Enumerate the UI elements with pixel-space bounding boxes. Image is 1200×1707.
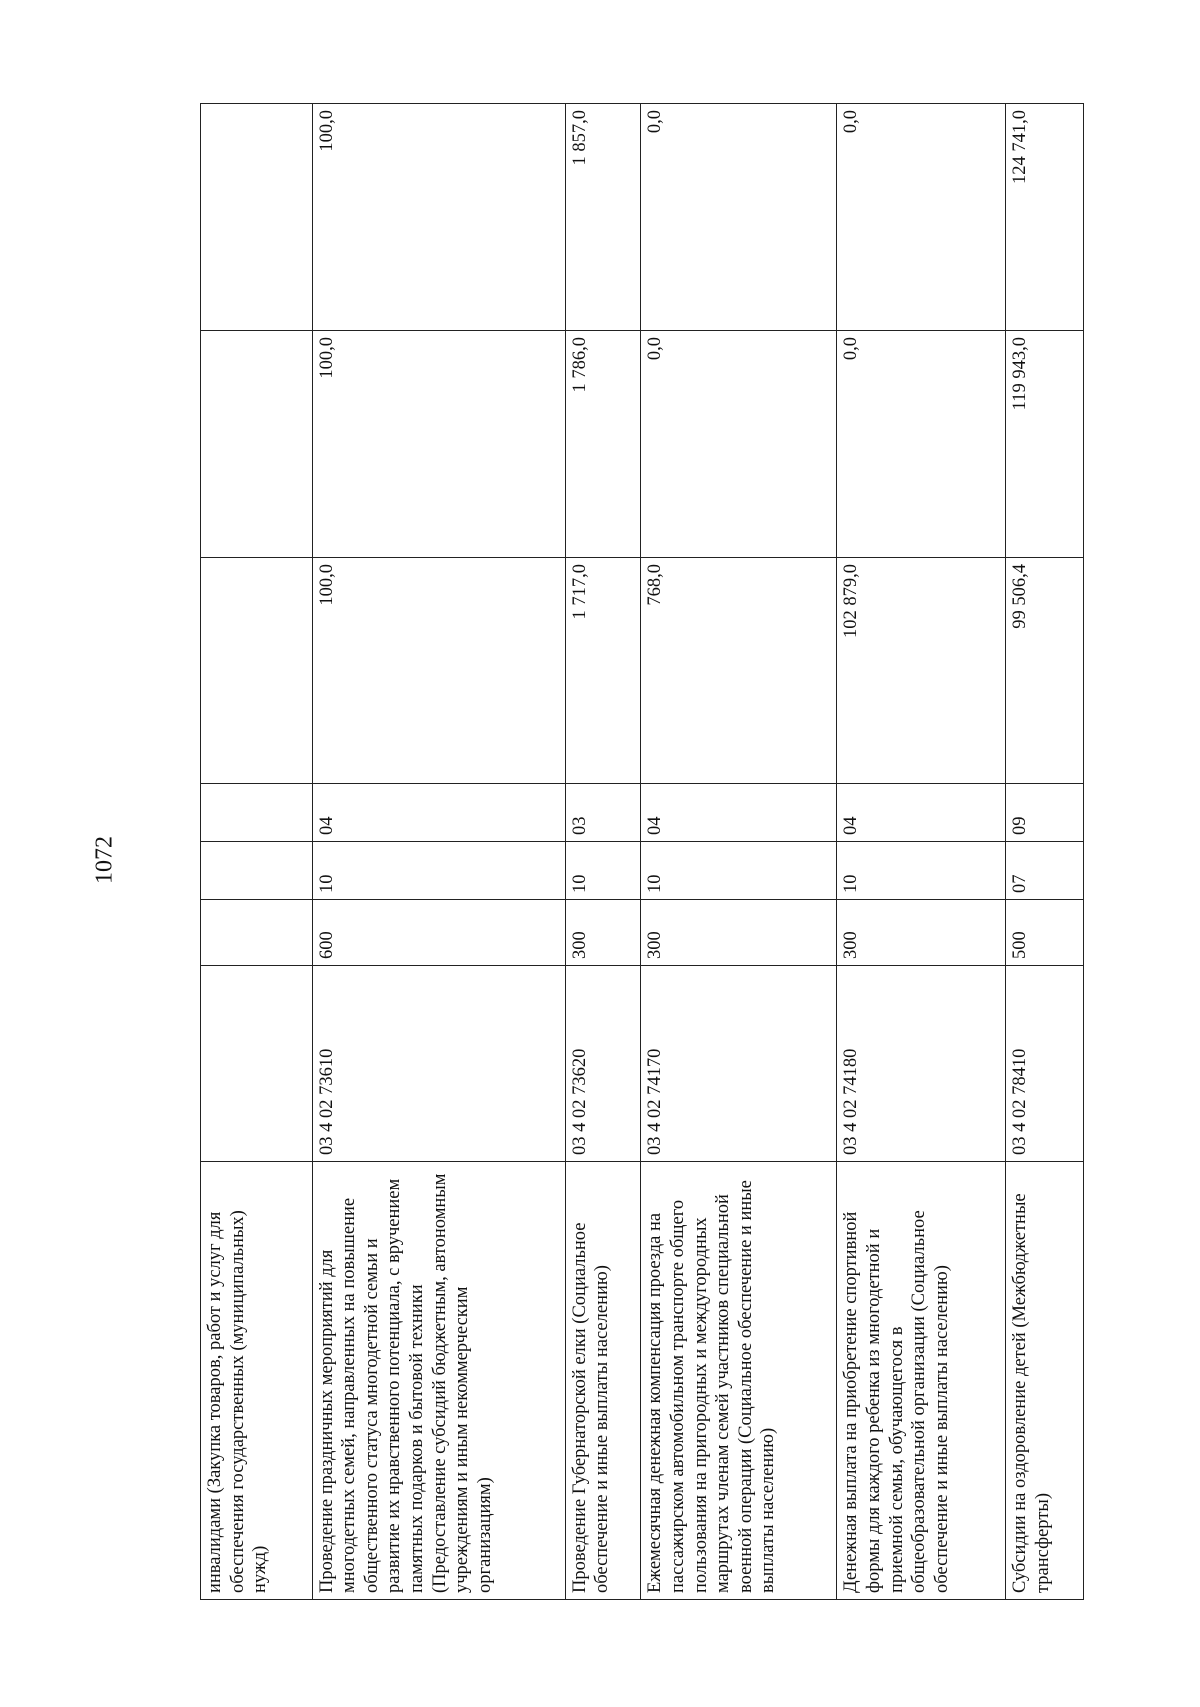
target-article-code: 03 4 02 73620 [565,966,641,1162]
section-code: 10 [641,842,837,900]
section-code: 07 [1005,842,1083,900]
expense-type-code: 300 [837,900,1006,966]
amount-year-2: 0,0 [837,331,1006,558]
subsection-code: 04 [641,784,837,842]
table-row [201,104,313,1600]
amount-year-1: 99 506,4 [1005,558,1083,784]
target-article-code: 03 4 02 74180 [837,966,1006,1162]
subsection-code: 04 [312,784,565,842]
expense-type-code: 600 [312,900,565,966]
amount-year-2: 0,0 [641,331,837,558]
section-code: 10 [837,842,1006,900]
page-number: 1072 [91,836,118,884]
subsection-code: 03 [565,784,641,842]
amount-year-3: 1 857,0 [565,104,641,331]
amount-year-2: 100,0 [312,331,565,558]
target-article-code: 03 4 02 74170 [641,966,837,1162]
amount-year-2 [201,331,313,558]
target-article-code: 03 4 02 78410 [1005,966,1083,1162]
target-article-code [201,966,313,1162]
subsection-code [201,784,313,842]
amount-year-2: 119 943,0 [1005,331,1083,558]
section-code [201,842,313,900]
table-row [837,104,1006,1600]
table-wrapper [200,104,1084,1600]
row-description: Проведение праздничных мероприятий для многодетных семей, направленных на повышение общественного статуса многодетной семьи и развитие их нравственного потенциала, с вручением памятных подарков и бытовой техники (Предоставление субсидий бюджетным, автономным учреждениям и иным некоммерческим организациям) [312,1162,565,1600]
row-description: Субсидии на оздоровление детей (Межбюджетные трансферты) [1005,1162,1083,1600]
section-code: 10 [565,842,641,900]
budget-table [200,103,1084,1600]
table-row [641,104,837,1600]
amount-year-1: 768,0 [641,558,837,784]
expense-type-code: 500 [1005,900,1083,966]
amount-year-2: 1 786,0 [565,331,641,558]
amount-year-1: 102 879,0 [837,558,1006,784]
row-description: Ежемесячная денежная компенсация проезда на пассажирском автомобильном транспорте общего пользования на пригородных и междугородных маршрутах членам семей участников специальной военной операции (Социальное обеспечение и иные выплаты населению) [641,1162,837,1600]
amount-year-1: 100,0 [312,558,565,784]
expense-type-code [201,900,313,966]
amount-year-3 [201,104,313,331]
table-row [312,104,565,1600]
amount-year-3: 124 741,0 [1005,104,1083,331]
table-row [1005,104,1083,1600]
amount-year-3: 0,0 [641,104,837,331]
expense-type-code: 300 [641,900,837,966]
subsection-code: 04 [837,784,1006,842]
subsection-code: 09 [1005,784,1083,842]
amount-year-1 [201,558,313,784]
amount-year-1: 1 717,0 [565,558,641,784]
amount-year-3: 0,0 [837,104,1006,331]
section-code: 10 [312,842,565,900]
rotated-table-area [200,104,1084,1600]
expense-type-code: 300 [565,900,641,966]
amount-year-3: 100,0 [312,104,565,331]
row-description: Проведение Губернаторской елки (Социальное обеспечение и иные выплаты населению) [565,1162,641,1600]
row-description: Денежная выплата на приобретение спортивной формы для каждого ребенка из многодетной и приемной семьи, обучающегося в общеобразовательной организации (Социальное обеспечение и иные выплаты населению) [837,1162,1006,1600]
row-description: инвалидами (Закупка товаров, работ и услуг для обеспечения государственных (муниципальных) нужд) [201,1162,313,1600]
target-article-code: 03 4 02 73610 [312,966,565,1162]
table-row [565,104,641,1600]
